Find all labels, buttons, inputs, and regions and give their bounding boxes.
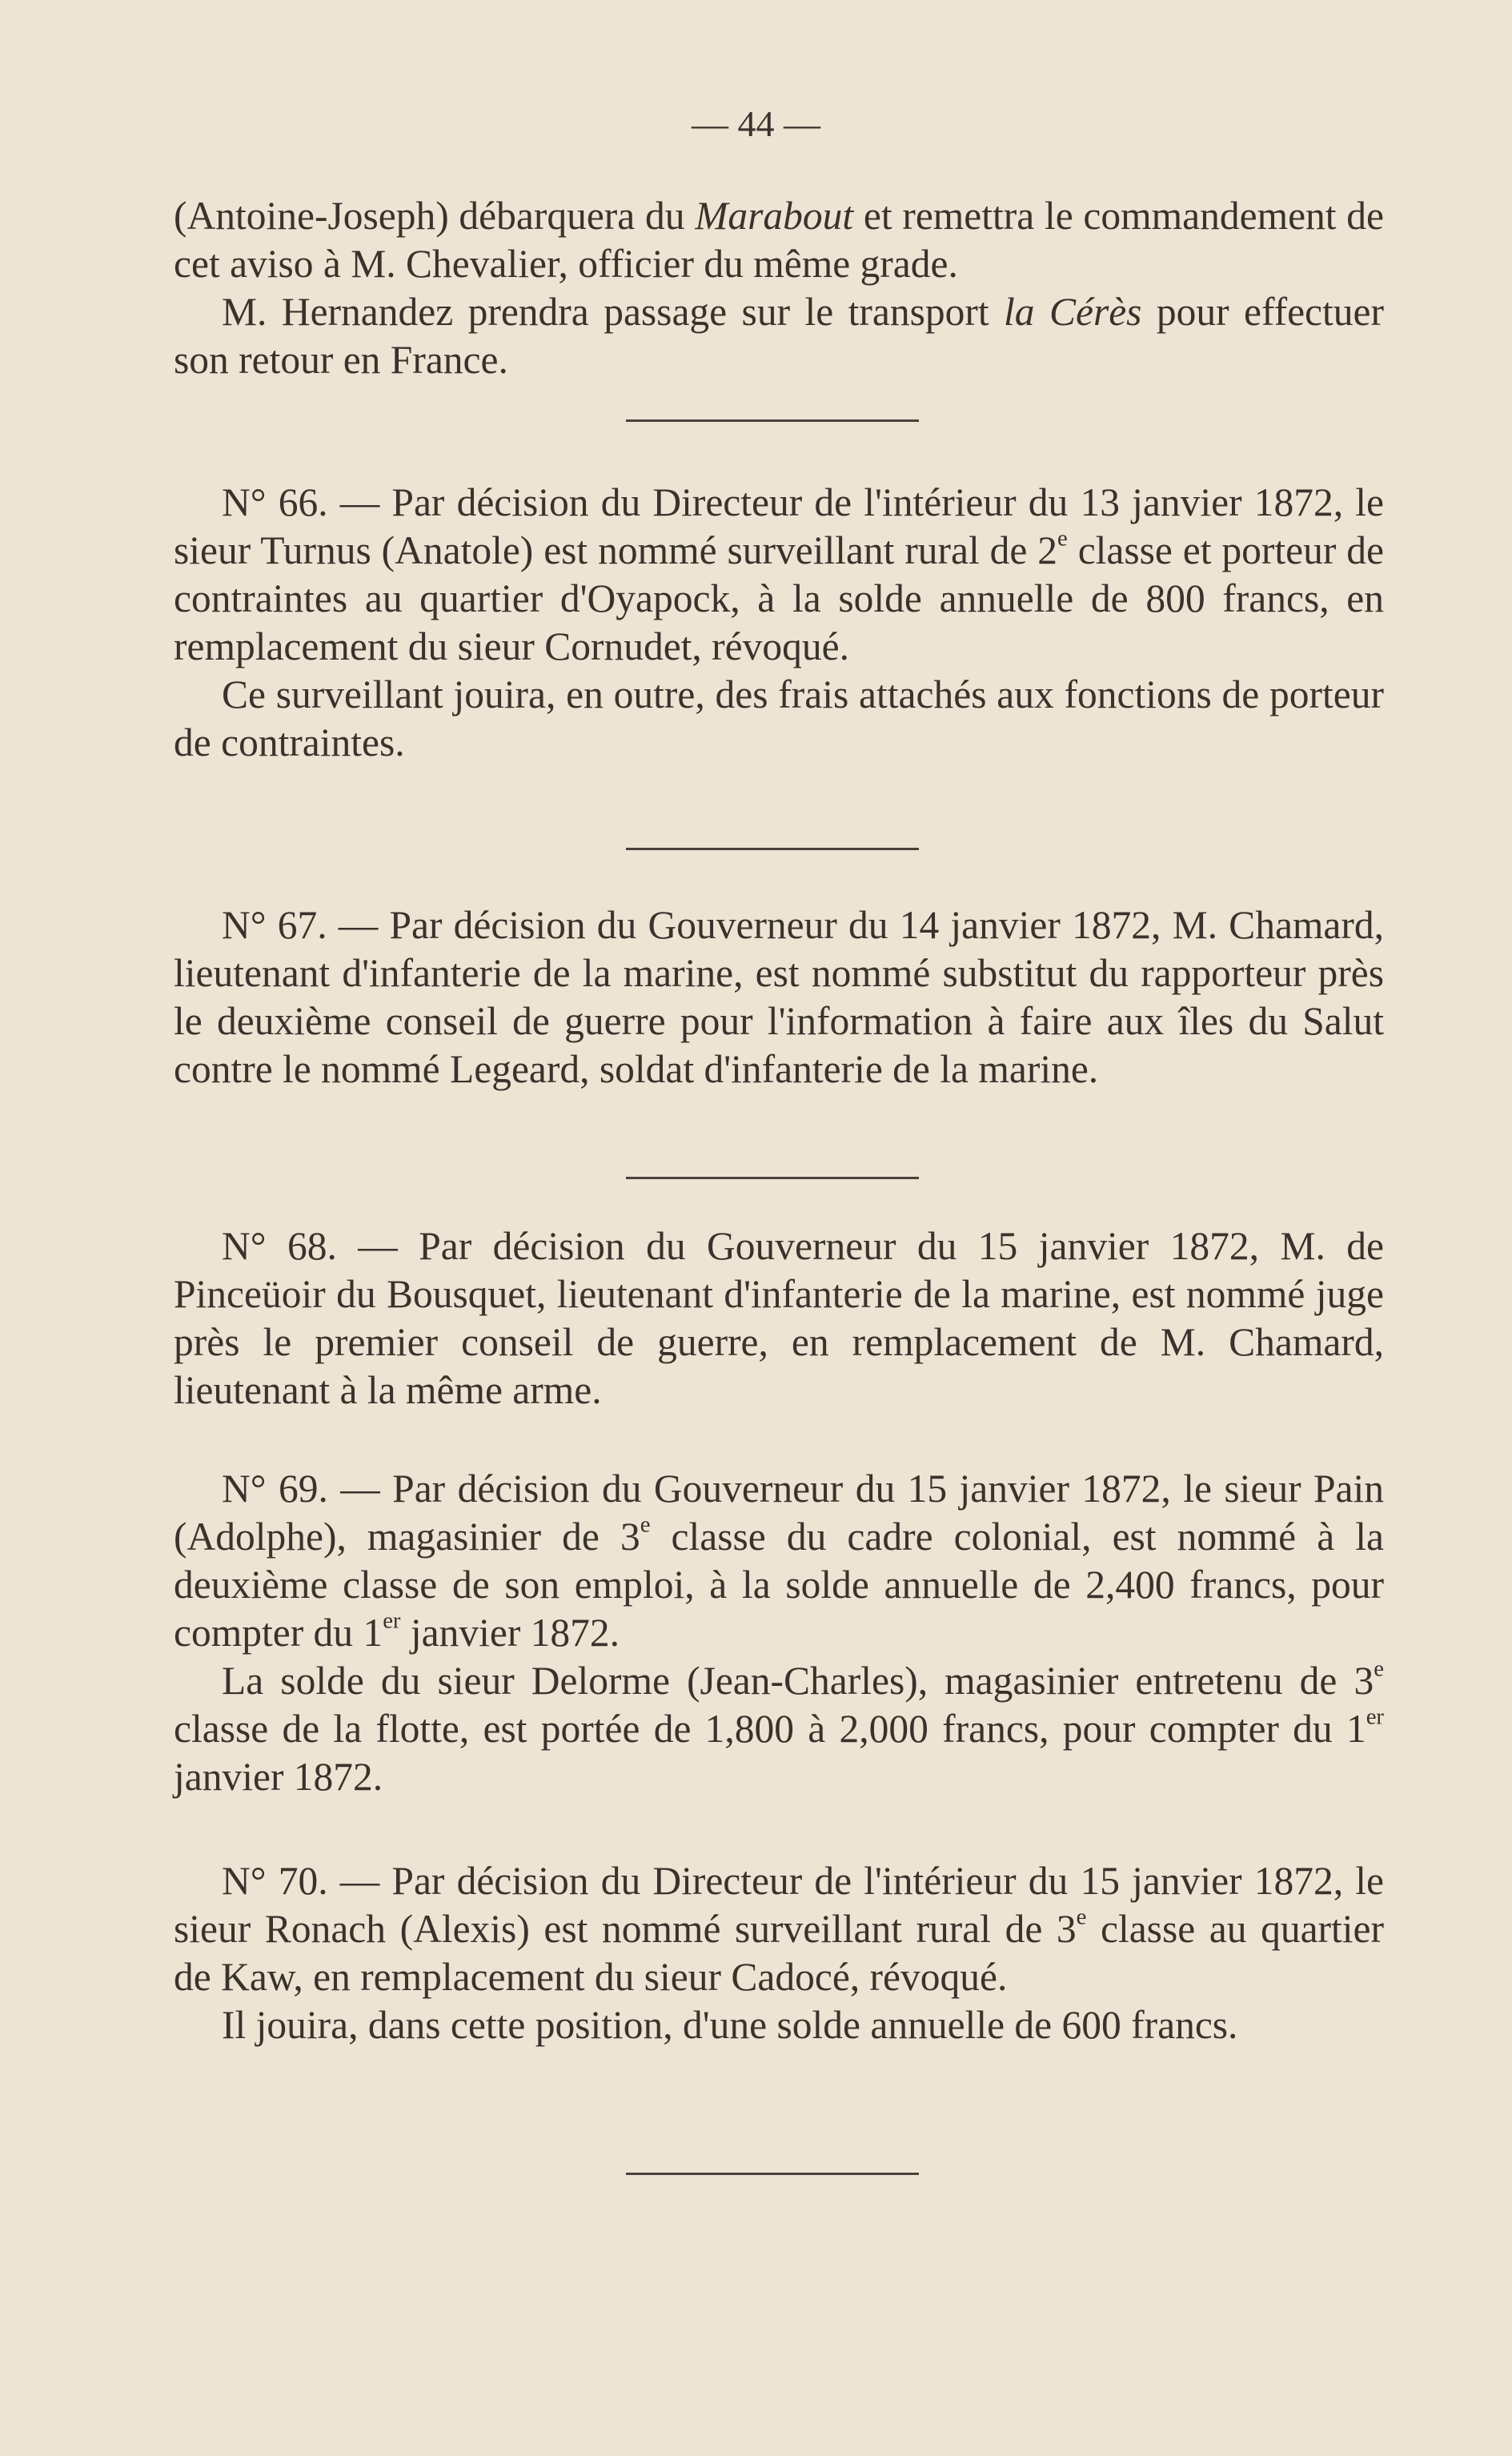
decision-70	[174, 1857, 1384, 2049]
section-divider	[626, 2173, 919, 2175]
decision-68-paragraph: N° 68. — Par décision du Gouverneur du 15 janvier 1872, M. de Pinceüoir du Bousquet, lieutenant d'infanterie de la marine, est nommé juge près le premier conseil de guerre, en remplacement de M. Chamard, lieutenant à la même arme.	[174, 1224, 1384, 1412]
ship-name-ceres: la Cérès	[1004, 290, 1142, 334]
decision-66-paragraph-2: Ce surveillant jouira, en outre, des frais attachés aux fonctions de porteur de contraintes.	[174, 672, 1384, 764]
intro-section	[174, 192, 1384, 384]
decision-66-paragraph-1: N° 66. — Par décision du Directeur de l'intérieur du 13 janvier 1872, le sieur Turnus (Anatole) est nommé surveillant rural de 2e classe et porteur de contraintes au quartier d'Oyapock, à la solde annuelle de 800 francs, en remplacement du sieur Cornudet, révoqué.	[174, 480, 1384, 668]
decision-69-paragraph-1: N° 69. — Par décision du Gouverneur du 15 janvier 1872, le sieur Pain (Adolphe), magasinier de 3e classe du cadre colonial, est nommé à la deuxième classe de son emploi, à la solde annuelle de 2,400 francs, pour compter du 1er janvier 1872.	[174, 1467, 1384, 1655]
intro-paragraph-2: M. Hernandez prendra passage sur le transport la Cérès pour effectuer son retour en France.	[174, 290, 1384, 382]
section-divider	[626, 848, 919, 850]
section-divider	[626, 1177, 919, 1179]
decision-70-paragraph-1: N° 70. — Par décision du Directeur de l'intérieur du 15 janvier 1872, le sieur Ronach (Alexis) est nommé surveillant rural de 3e classe au quartier de Kaw, en remplacement du sieur Cadocé, révoqué.	[174, 1859, 1384, 1999]
page-number: — 44 —	[692, 103, 820, 144]
decision-70-paragraph-2: Il jouira, dans cette position, d'une solde annuelle de 600 francs.	[222, 2003, 1238, 2047]
ship-name-marabout: Marabout	[695, 194, 854, 238]
decision-67	[174, 901, 1384, 1094]
decision-67-paragraph: N° 67. — Par décision du Gouverneur du 14 janvier 1872, M. Chamard, lieutenant d'infanterie de la marine, est nommé substitut du rapporteur près le deuxième conseil de guerre pour l'information à faire aux îles du Salut contre le nommé Legeard, soldat d'infanterie de la marine.	[174, 903, 1384, 1091]
section-divider	[626, 419, 919, 422]
decision-69-paragraph-2: La solde du sieur Delorme (Jean-Charles), magasinier entretenu de 3e classe de la flotte, est portée de 1,800 à 2,000 francs, pour compter du 1er janvier 1872.	[174, 1655, 1384, 1799]
decision-68	[174, 1222, 1384, 1415]
intro-paragraph-1: (Antoine-Joseph) débarquera du Marabout et remettra le commandement de cet aviso à M. Chevalier, officier du même grade.	[174, 194, 1384, 286]
decision-69	[174, 1465, 1384, 1801]
decision-66	[174, 479, 1384, 767]
